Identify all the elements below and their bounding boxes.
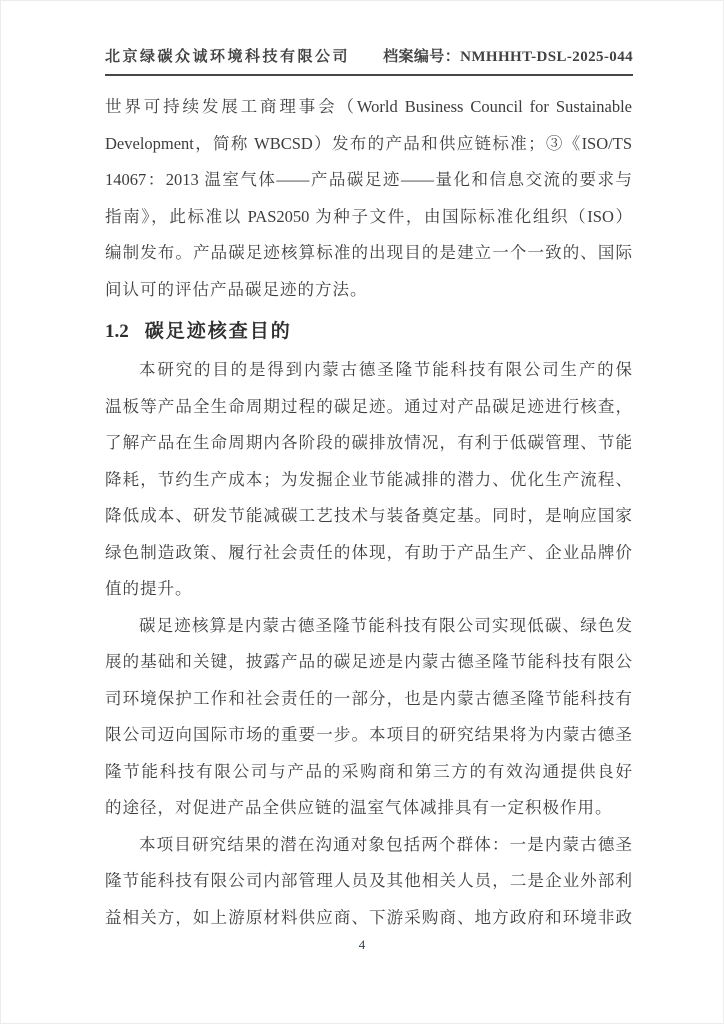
paragraph bbox=[105, 827, 632, 937]
page-number: 4 bbox=[358, 937, 366, 952]
text-line: 本研究的目的是得到内蒙古德圣隆节能科技有限公司生产的保 bbox=[139, 360, 632, 379]
text-line: 限公司迈向国际市场的重要一步。本项目的研究结果将为内蒙古德圣 bbox=[105, 725, 632, 744]
archive-number: 档案编号：NMHHHT-DSL-2025-044 bbox=[383, 49, 633, 65]
text-line: 温板等产品全生命周期过程的碳足迹。通过对产品碳足迹进行核查， bbox=[105, 396, 632, 416]
text-line: 的途径，对促进产品全供应链的温室气体减排具有一定积极作用。 bbox=[105, 798, 613, 817]
paragraph bbox=[105, 352, 632, 608]
paragraph bbox=[105, 89, 632, 308]
text-line: 降耗，节约生产成本；为发掘企业节能减排的潜力、优化生产流程、 bbox=[105, 469, 632, 489]
text-line: 了解产品在生命周期内各阶段的碳排放情况，有利于低碳管理、节能 bbox=[105, 433, 632, 452]
text-line: 间认可的评估产品碳足迹的方法。 bbox=[105, 279, 368, 299]
text-line: 世界可持续发展工商理事会（World Business Council for Sustainable bbox=[105, 97, 632, 116]
document-body bbox=[105, 89, 632, 936]
text-line: 绿色制造政策、履行社会责任的体现，有助于产品生产、企业品牌价 bbox=[105, 542, 632, 562]
section-number: 1.2 bbox=[105, 321, 129, 342]
text-line: 14067：2013 温室气体——产品碳足迹——量化和信息交流的要求与 bbox=[105, 170, 632, 189]
text-line: 编制发布。产品碳足迹核算标准的出现目的是建立一个一致的、国际 bbox=[105, 243, 632, 262]
text-line: 展的基础和关键，披露产品的碳足迹是内蒙古德圣隆节能科技有限公 bbox=[105, 652, 632, 671]
text-line: Development，简称 WBCSD）发布的产品和供应链标准；③《ISO/TS bbox=[105, 133, 632, 153]
text-line: 隆节能科技有限公司与产品的采购商和第三方的有效沟通提供良好 bbox=[105, 761, 632, 781]
text-line: 值的提升。 bbox=[105, 579, 193, 598]
text-line: 本项目研究结果的潜在沟通对象包括两个群体：一是内蒙古德圣 bbox=[139, 834, 632, 854]
company-name: 北京绿碳众诚环境科技有限公司 bbox=[105, 49, 351, 65]
text-line: 益相关方，如上游原材料供应商、下游采购商、地方政府和环境非政 bbox=[105, 907, 632, 927]
section-title: 碳足迹核查目的 bbox=[144, 321, 292, 342]
page-header bbox=[105, 45, 633, 76]
paragraph bbox=[105, 608, 632, 827]
text-line: 指南》，此标准以 PAS2050 为种子文件，由国际标准化组织（ISO） bbox=[105, 206, 632, 226]
page-footer bbox=[1, 937, 723, 953]
text-line: 碳足迹核算是内蒙古德圣隆节能科技有限公司实现低碳、绿色发 bbox=[139, 615, 632, 635]
text-line: 隆节能科技有限公司内部管理人员及其他相关人员，二是企业外部利 bbox=[105, 871, 632, 890]
text-line: 司环境保护工作和社会责任的一部分，也是内蒙古德圣隆节能科技有 bbox=[105, 688, 632, 708]
text-line: 降低成本、研发节能减碳工艺技术与装备奠定基。同时，是响应国家 bbox=[105, 506, 632, 525]
section-heading bbox=[105, 308, 632, 352]
